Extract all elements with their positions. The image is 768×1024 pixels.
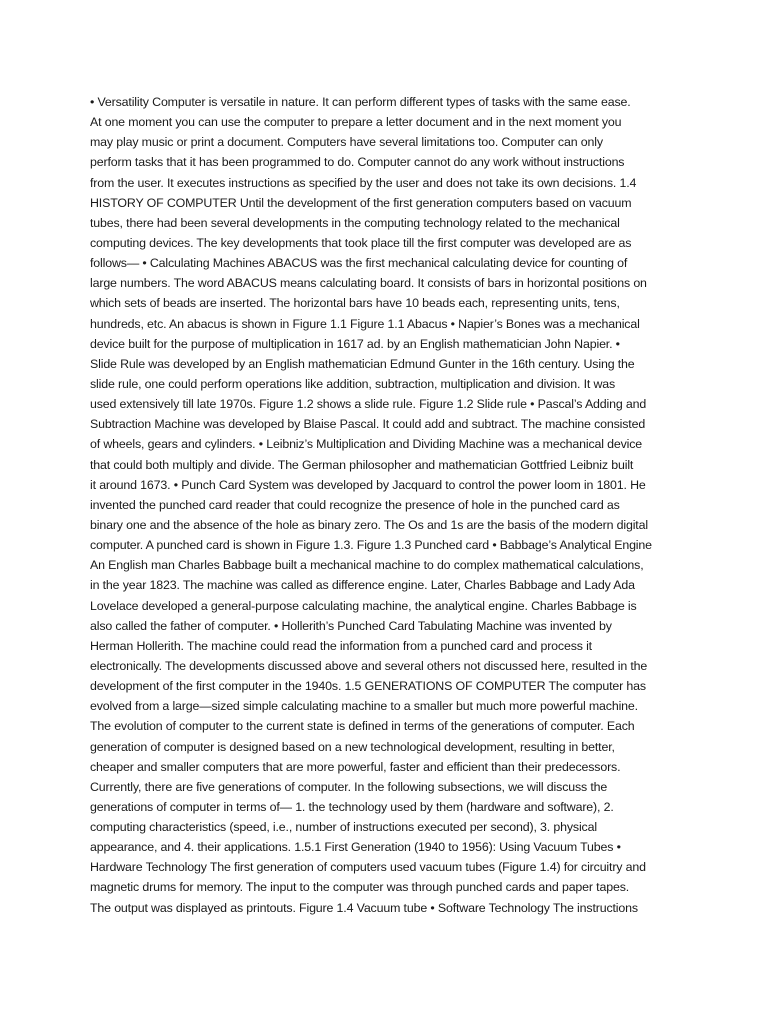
text-line: from the user. It executes instructions as specified by the user and does not take its own decisions. 1.4 [90,175,637,190]
text-line: magnetic drums for memory. The input to the computer was through punched cards and paper tapes. [90,880,630,895]
text-line: appearance, and 4. their applications. 1.5.1 First Generation (1940 to 1956): Using Vacuum Tubes • [90,840,621,855]
text-line: also called the father of computer. • Hollerith’s Punched Card Tabulating Machine was invented by [90,618,612,633]
text-line: electronically. The developments discussed above and several others not discussed here, resulted in the [90,658,648,673]
text-line: development of the first computer in the 1940s. 1.5 GENERATIONS OF COMPUTER The computer has [90,679,646,694]
text-line: slide rule, one could perform operations like addition, subtraction, multiplication and division. It was [90,376,616,391]
text-line: computing devices. The key developments that took place till the first computer was developed are as [90,235,632,250]
text-line: large numbers. The word ABACUS means calculating board. It consists of bars in horizontal positions on [90,276,647,291]
text-line: of wheels, gears and cylinders. • Leibniz’s Multiplication and Dividing Machine was a mechanical device [90,437,643,452]
text-line: Lovelace developed a general-purpose calculating machine, the analytical engine. Charles Babbage is [90,598,637,613]
text-line: cheaper and smaller computers that are more powerful, faster and efficient than their predecessors. [90,759,621,774]
text-line: in the year 1823. The machine was called as difference engine. Later, Charles Babbage and Lady Ada [90,578,635,593]
text-line: invented the punched card reader that could recognize the presence of hole in the punched card as [90,497,620,512]
body-text [90,92,690,918]
text-line: The evolution of computer to the current state is defined in terms of the generations of computer. Each [90,719,635,734]
text-line: it around 1673. • Punch Card System was developed by Jacquard to control the power loom in 1801. He [90,477,646,492]
text-line: hundreds, etc. An abacus is shown in Figure 1.1 Figure 1.1 Abacus • Napier’s Bones was a mechanical [90,316,640,331]
text-line: computing characteristics (speed, i.e., number of instructions executed per second), 3. physical [90,820,597,835]
text-line: At one moment you can use the computer to prepare a letter document and in the next moment you [90,115,622,130]
text-line: Subtraction Machine was developed by Blaise Pascal. It could add and subtract. The machine consisted [90,417,646,432]
text-line: Herman Hollerith. The machine could read the information from a punched card and process it [90,638,592,653]
text-line: evolved from a large—sized simple calculating machine to a smaller but much more powerful machine. [90,699,638,714]
text-line: perform tasks that it has been programmed to do. Computer cannot do any work without instructions [90,155,625,170]
text-line: binary one and the absence of the hole as binary zero. The Os and 1s are the basis of the modern digital [90,517,648,532]
text-line: generations of computer in terms of— 1. the technology used by them (hardware and software), 2. [90,799,614,814]
text-line: Slide Rule was developed by an English mathematician Edmund Gunter in the 16th century. Using the [90,356,635,371]
text-line: may play music or print a document. Computers have several limitations too. Computer can only [90,135,603,150]
text-line: HISTORY OF COMPUTER Until the development of the first generation computers based on vacuum [90,195,632,210]
text-line: Currently, there are five generations of computer. In the following subsections, we will discuss the [90,779,608,794]
text-line: generation of computer is designed based on a new technological development, resulting in better, [90,739,615,754]
text-line: Hardware Technology The first generation of computers used vacuum tubes (Figure 1.4) for circuitry and [90,860,646,875]
text-line: device built for the purpose of multiplication in 1617 ad. by an English mathematician John Napier. • [90,336,620,351]
text-line: • Versatility Computer is versatile in nature. It can perform different types of tasks with the same ease. [90,95,631,109]
text-line: follows— • Calculating Machines ABACUS was the first mechanical calculating device for counting of [90,256,628,271]
text-line: computer. A punched card is shown in Figure 1.3. Figure 1.3 Punched card • Babbage’s Analytical Engine [90,538,652,553]
text-line: The output was displayed as printouts. Figure 1.4 Vacuum tube • Software Technology The instructions [90,900,638,915]
text-line: used extensively till late 1970s. Figure 1.2 shows a slide rule. Figure 1.2 Slide rule • Pascal’s Adding and [90,397,647,412]
text-line: An English man Charles Babbage built a mechanical machine to do complex mathematical calculations, [90,558,644,573]
text-line: which sets of beads are inserted. The horizontal bars have 10 beads each, representing units, tens, [90,296,620,311]
text-line: that could both multiply and divide. The German philosopher and mathematician Gottfried Leibniz built [90,457,634,472]
text-line: tubes, there had been several developments in the computing technology related to the mechanical [90,215,620,230]
